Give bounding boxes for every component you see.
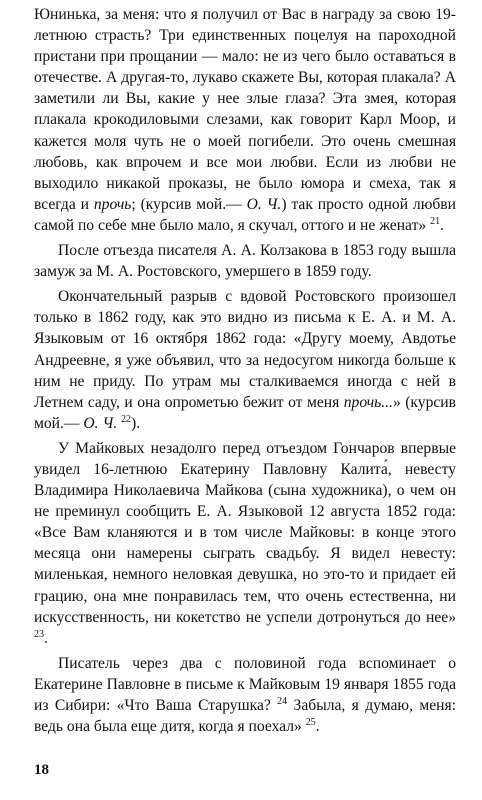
italic-text: прочь... (343, 393, 393, 411)
text-run: . (315, 718, 320, 736)
text-run: » (курсив мой.— (34, 393, 456, 432)
footnote-ref: 25 (305, 717, 316, 729)
paragraph (34, 438, 456, 649)
paragraph (34, 240, 456, 282)
text-run: . (44, 629, 48, 647)
paragraph (34, 286, 456, 434)
footnote-ref: 22 (121, 413, 132, 425)
text-run: Юнинька, за меня: что я получил от Вас в награду за свою 19-летнюю страсть? Три единственных поцелуя на пароходной пристани при прощании — мало: не из чего было оставаться в отечестве. А другая-то, лукаво скажете Вы, которая плакала? А заметили ли Вы, какие у нее злые глаза? Эта змея, которая плакала крокодиловыми слезами, как говорит Карл Моор, и кажется моля чуть не о моей погибели. Это очень смешная любовь, как впрочем и все мои любви. Если из любви не выходило никакой проказы, не было юмора и смеха, так я всегда и (34, 6, 456, 213)
page-text (34, 4, 456, 741)
italic-text: О. Ч. (83, 414, 118, 432)
footnote-ref: 24 (277, 696, 288, 707)
text-run: Забыла, я думаю, меня: ведь она была еще дитя, когда я поехал» (34, 697, 456, 736)
text-run: . (440, 216, 444, 234)
text-run: Окончательный разрыв с вдовой Ростовского произошел только в 1862 году, как это видно из письма к Е. А. и М. А. Языковым от 16 октября 1862 года: «Другу моему, Авдотье Андреевне, я уже объявил, что за недосугом никогда больше к ним не приду. По утрам мы сталкиваемся иногда с ней в Летнем саду, и она опрометью бежит от меня (34, 288, 456, 411)
text-run: После отъезда писателя А. А. Колзакова в 1853 году вышла замуж за М. А. Ростовского, умершего в 1859 году. (34, 242, 456, 281)
text-run: ). (131, 414, 141, 432)
text-run: У Майковых незадолго перед отъездом Гончаров впервые увидел 16-летнюю Екатерину Павловну Калита́, невесту Владимира Николаевича Майкова (сына художника), о чем он не преминул сообщить Е. А. Языковой 12 августа 1852 года: «Все Вам кланяются и в том числе Майковы: в конце этого месяца они намерены сыграть свадьбу. Я видел невесту: миленькая, немного неловкая девушка, но это-то и придает ей грацию, она мне понравилась тем, что очень естественна, ни искусственность, ни кокетство не успели дотронуться до нее» (34, 439, 456, 626)
paragraph (34, 4, 456, 236)
text-run: ; (курсив мой.— (131, 195, 247, 213)
text-run: ) так просто одной любви самой по себе мне было мало, я скучал, оттого и не женат» (34, 195, 457, 234)
page-number: 18 (34, 762, 49, 778)
italic-text: О. Ч. (246, 195, 282, 213)
footnote-ref: 23 (34, 628, 44, 640)
text-run: Писатель через два с половиной года вспоминает о Екатерине Павловне в письме к Майковым 19 января 1855 года из Сибири: «Что Ваша Старушка? (34, 654, 456, 714)
footnote-ref: 21 (430, 215, 441, 227)
italic-text: прочь (93, 195, 132, 213)
paragraph (34, 653, 456, 737)
